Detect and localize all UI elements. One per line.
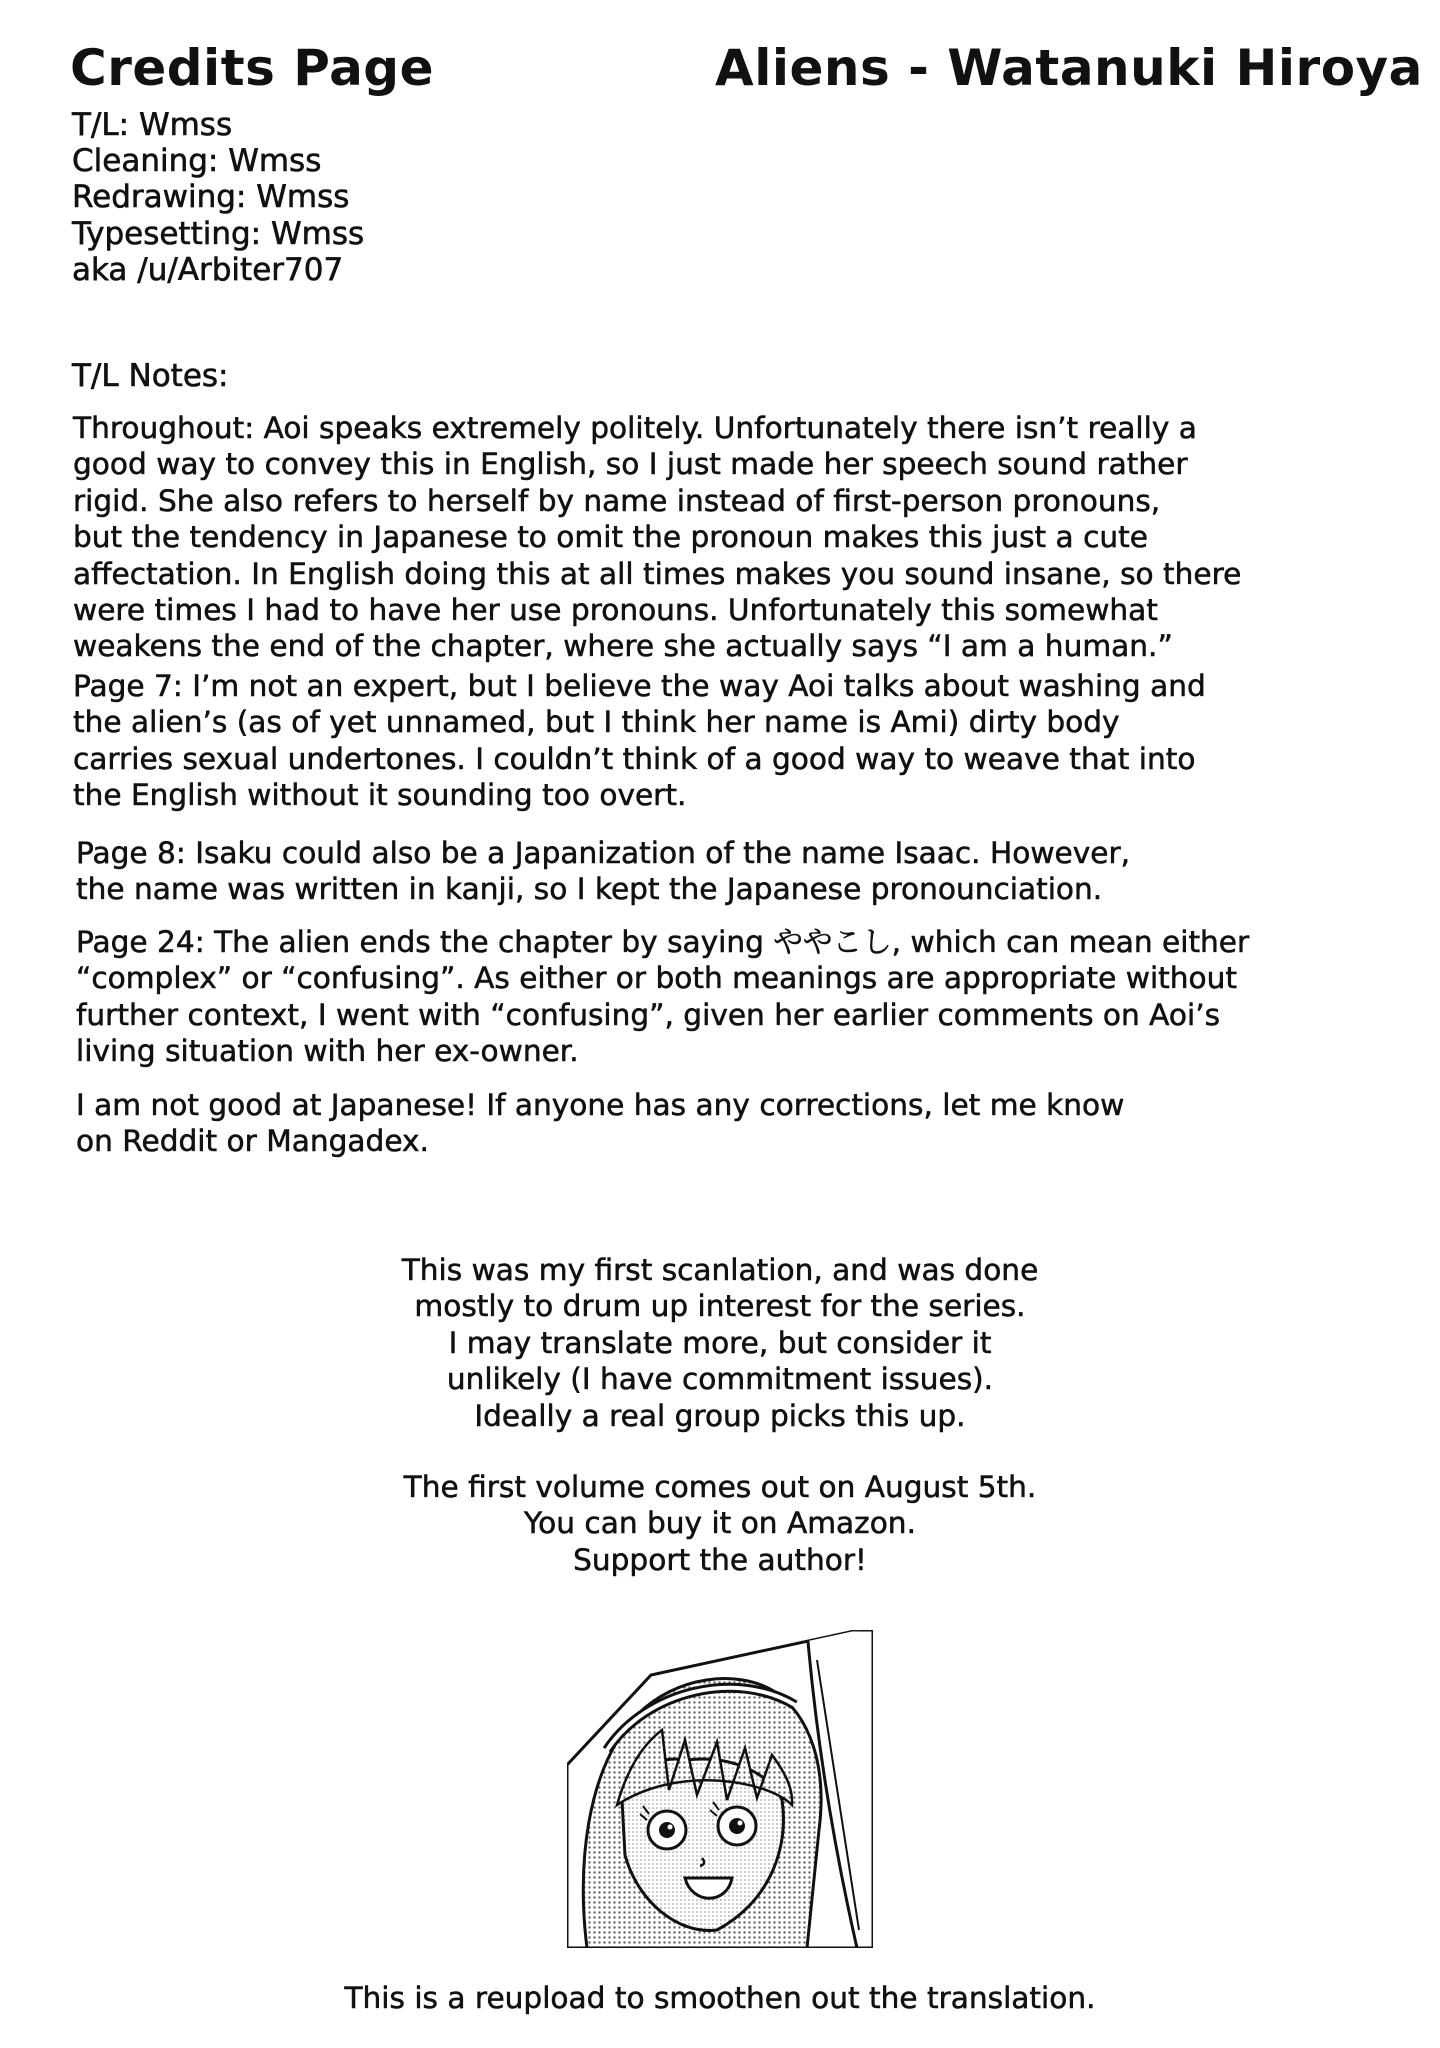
note-throughout: Throughout: Aoi speaks extremely politely. Unfortunately there isn’t really a good way to convey this in English, so I just made her speech sound rather rigid. She also refers to herself by name instead of first-person pronouns, but the tendency in Japanese to omit the pronoun makes this just a cute affectation. In English doing this at all times makes you sound insane, so there were times I had to have her use pronouns. Unfortunately this somewhat weakens the end of the chapter, where she actually says “I am a human.”	[73, 411, 1242, 664]
note-closing: I am not good at Japanese! If anyone has any corrections, let me know on Reddit or Mangadex.	[76, 1088, 1125, 1159]
note-page-7: Page 7: I’m not an expert, but I believe the way Aoi talks about washing and the alien’s (as of yet unnamed, but I think her name is Ami) dirty body carries sexual undertones. I couldn’t think of a good way to weave that into the English without it sounding too overt.	[73, 669, 1206, 813]
reupload-footer: This is a reupload to smoothen out the translation.	[344, 1981, 1096, 2015]
credit-redrawing: Redrawing: Wmss	[72, 179, 350, 216]
first-scanlation-message: This was my first scanlation, and was done mostly to drum up interest for the series. I may translate more, but consider it unlikely (I have commitment issues). Ideally a real group picks this up.	[401, 1253, 1039, 1433]
credit-alias: aka /u/Arbiter707	[72, 251, 344, 288]
credit-translation: T/L: Wmss	[72, 107, 233, 143]
page-title: Credits Page	[70, 39, 435, 97]
note-page-24: Page 24: The alien ends the chapter by saying ややこし, which can mean either “complex” or “confusing”. As either or both meanings are appropriate without further context, I went with “confusing”, given her earlier comments on Aoi’s living situation with her ex-owner.	[76, 925, 1250, 1069]
note-page-8: Page 8: Isaku could also be a Japanization of the name Isaac. However, the name was written in kanji, so I kept the Japanese pronounciation.	[76, 836, 1131, 907]
credits-list	[72, 107, 364, 288]
credit-typesetting: Typesetting: Wmss	[72, 215, 365, 252]
series-title: Aliens - Watanuki Hiroya	[715, 39, 1423, 97]
manga-girl-peeking-icon	[567, 1630, 873, 1948]
credit-cleaning: Cleaning: Wmss	[72, 143, 322, 180]
notes-heading: T/L Notes:	[72, 358, 229, 394]
volume-message: The first volume comes out on August 5th. You can buy it on Amazon. Support the author!	[403, 1470, 1037, 1577]
